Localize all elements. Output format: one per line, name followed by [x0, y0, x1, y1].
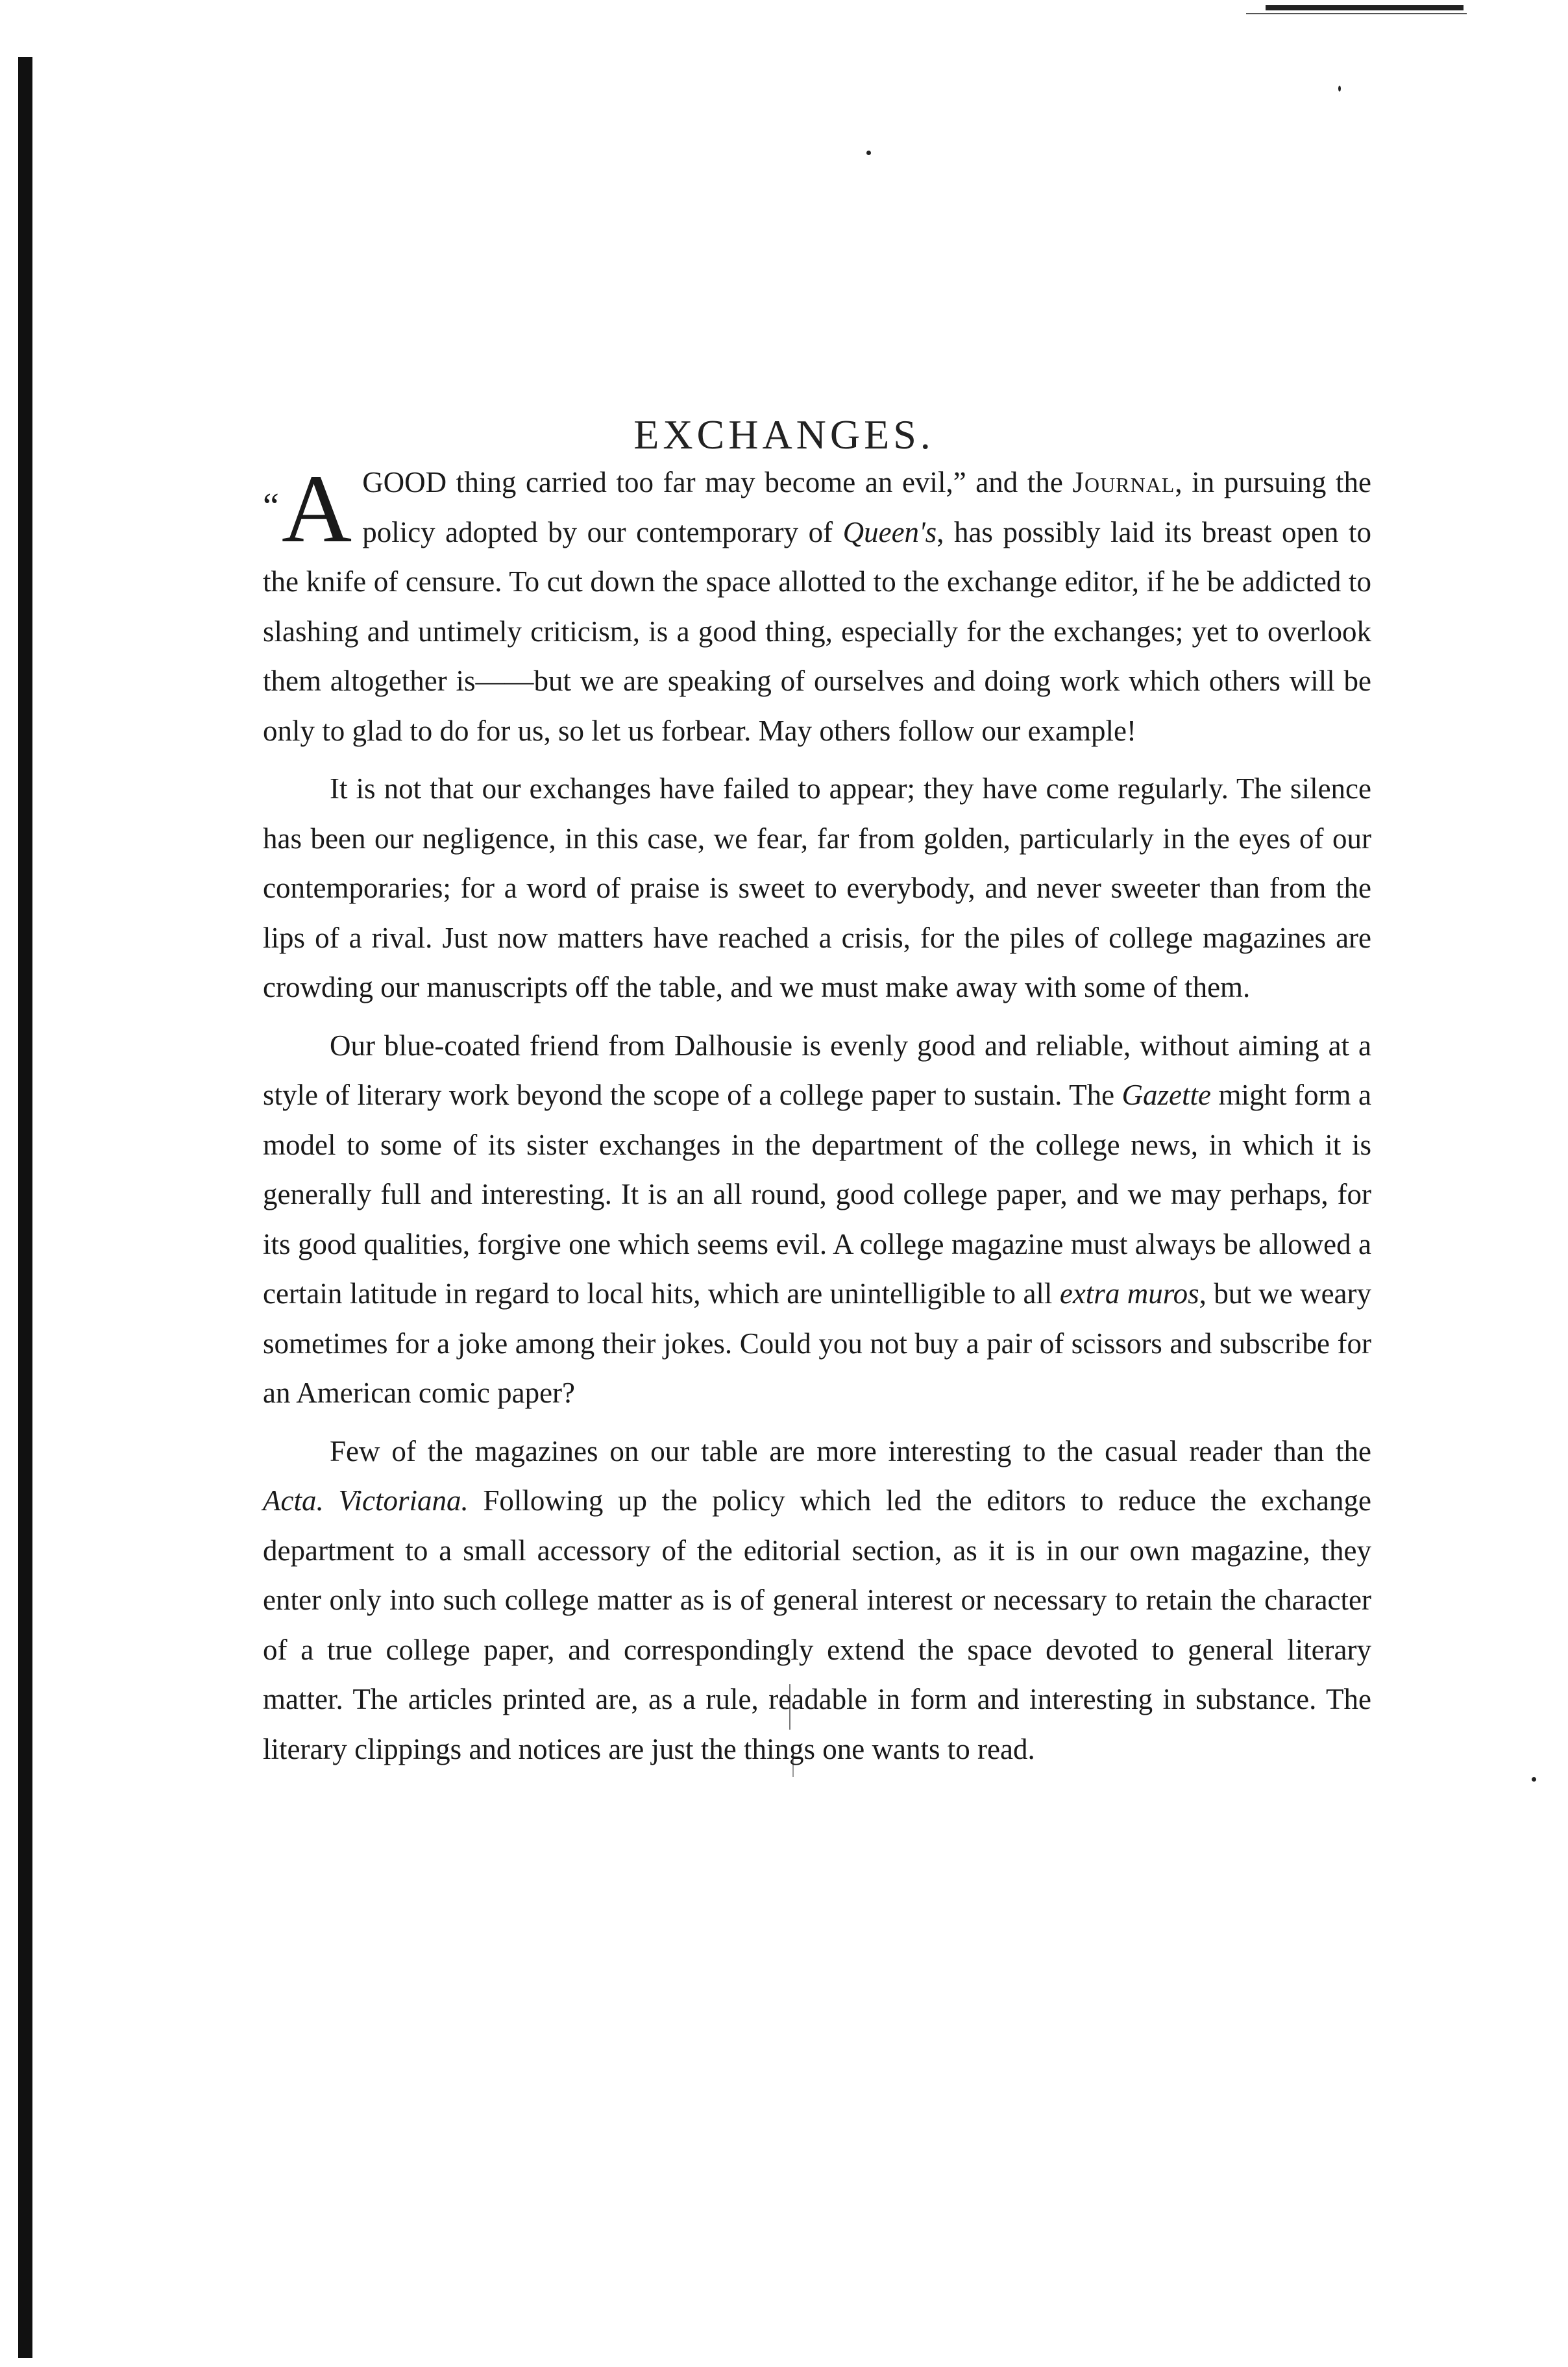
paragraph: [263, 1427, 1371, 1774]
paragraph-text: , but we weary sometimes for a joke among their jokes. Could you not buy a pair of scissors and subscribe for an American comic paper?: [263, 1277, 1371, 1409]
page-title: EXCHANGES.: [633, 411, 935, 458]
scan-speck: [1338, 86, 1341, 92]
paragraph: [263, 1021, 1371, 1418]
drop-cap-letter: A: [281, 455, 352, 563]
scan-top-rule: [1266, 5, 1464, 10]
opening-quote-mark: “: [263, 486, 278, 526]
paragraph: [263, 764, 1371, 1012]
paragraph-text: might form a model to some of its sister exchanges in the department of the college news, in which it is generally full and interesting. It is an all round, good college paper, and we may perhaps, for its good qualities, forgive one which seems evil. A college magazine must always be allowed a certain latitude in regard to local hits, which are unintelligible to all: [263, 1079, 1371, 1310]
scan-binding-edge: [18, 57, 32, 2358]
small-caps-text: Journal: [1072, 466, 1175, 498]
paragraph-text: , has possibly laid its breast open to the knife of censure. To cut down the space allotted to the exchange editor, if he be addicted to slashing and untimely criticism, is a good thing, especially for the exchanges; yet to overlook them altogether is——but we are speaking of ourselves and doing work which others will be only to glad to do for us, so let us forbear. May others follow our example!: [263, 515, 1371, 747]
italic-text: Acta. Victoriana.: [263, 1484, 469, 1517]
paragraph: [263, 455, 1371, 755]
scan-speck: [1532, 1777, 1536, 1782]
drop-cap: [263, 455, 352, 563]
paragraph-text: Our blue-coated friend from Dalhousie is evenly good and reliable, without aiming at a style of literary work beyond the scope of a college paper to sustain. The: [263, 1029, 1371, 1111]
article-body: [263, 455, 1371, 1782]
italic-text: extra muros: [1059, 1277, 1199, 1310]
paragraph-text: , in pursuing the policy adopted by our contemporary of: [362, 466, 1371, 548]
italic-text: Queen's: [842, 515, 937, 548]
scan-speck: [866, 151, 871, 155]
paragraph-text: Few of the magazines on our table are more interesting to the casual reader than the: [330, 1434, 1371, 1467]
paragraph-text: Following up the policy which led the editors to reduce the exchange department to a small accessory of the editorial section, as it is in our own magazine, they enter only into such college matter as is of general interest or necessary to retain the character of a true college paper, and correspondingly extend the space devoted to general literary matter. The articles printed are, as a rule, readable in form and interesting in substance. The literary clippings and notices are just the things one wants to read.: [263, 1484, 1371, 1765]
italic-text: Gazette: [1121, 1079, 1212, 1111]
paragraph-text: GOOD thing carried too far may become an evil,” and the: [362, 466, 1073, 498]
scan-top-rule-thin: [1246, 13, 1467, 14]
paragraph-text: It is not that our exchanges have failed to appear; they have come regularly. The silence has been our negligence, in this case, we fear, far from golden, particularly in the eyes of our contemporaries; for a word of praise is sweet to everybody, and never sweeter than from the lips of a rival. Just now matters have reached a crisis, for the piles of college magazines are crowding our manuscripts off the table, and we must make away with some of them.: [263, 772, 1371, 1003]
